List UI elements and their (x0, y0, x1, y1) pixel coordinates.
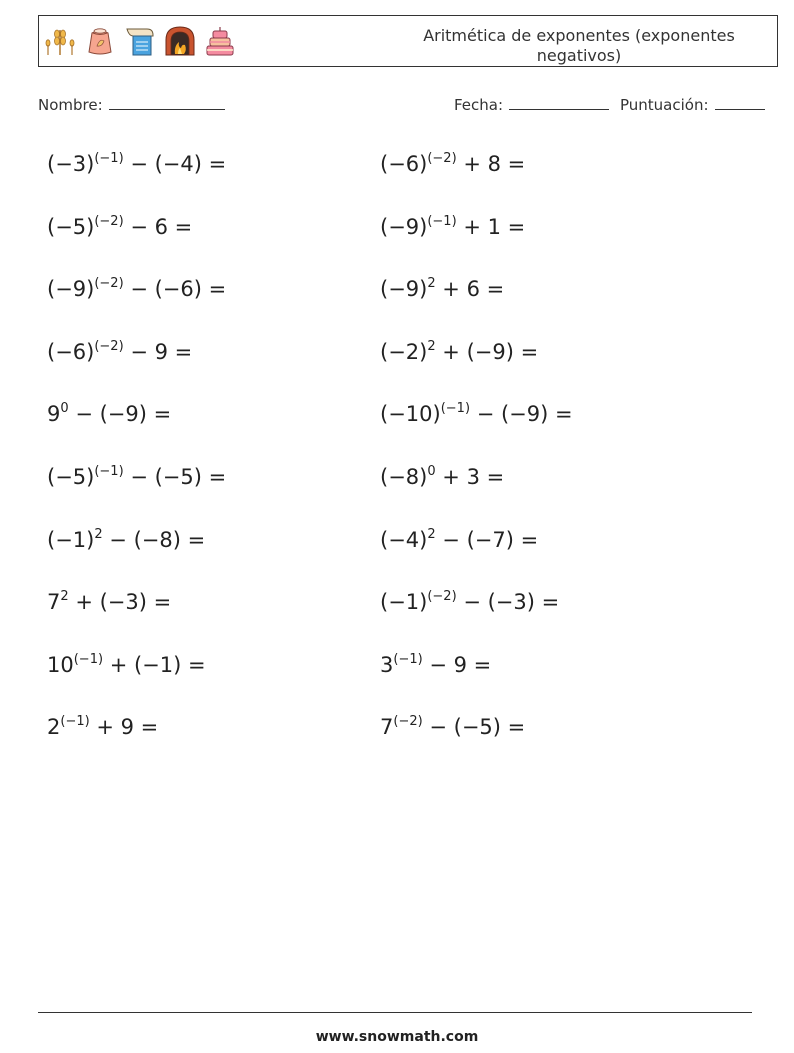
exercise-base: (−5) (47, 214, 95, 239)
exercise-item (47, 275, 226, 303)
exercise-rest: + 8 = (456, 152, 526, 176)
exercise-rest: + (−3) = (68, 590, 172, 615)
exercise-base: (−2) (380, 339, 428, 364)
exercise-item (47, 213, 192, 241)
exercise-base: (−9) (380, 214, 428, 239)
exercise-item (47, 400, 171, 428)
exercise-item (380, 713, 525, 741)
worksheet-title: Aritmética de exponentes (exponentes negativos) (423, 26, 735, 65)
exercise-item (47, 713, 158, 741)
exercise-exponent: (−1) (60, 714, 90, 730)
exercise-base: (−3) (47, 152, 95, 176)
exercise-exponent: (−2) (427, 589, 457, 605)
exercise-rest: − (−9) = (470, 402, 573, 427)
exercise-base: 7 (380, 715, 394, 740)
exercise-rest: − (−6) = (123, 277, 227, 302)
score-blank[interactable] (715, 95, 765, 110)
exercise-exponent: 2 (427, 276, 436, 292)
footer-url: www.snowmath.com (315, 1029, 479, 1045)
name-label: Nombre: (38, 96, 103, 114)
exercise-base: 7 (47, 590, 61, 615)
exercise-rest: + 6 = (435, 277, 505, 302)
exercise-item (380, 338, 538, 366)
exercise-exponent: (−1) (73, 651, 104, 667)
exercise-item (380, 463, 504, 491)
exercise-exponent: (−1) (393, 651, 423, 667)
exercise-exponent: 2 (427, 526, 436, 542)
exercise-base: (−6) (380, 152, 428, 176)
exercise-base: (−1) (380, 590, 428, 615)
exercise-exponent: (−2) (427, 151, 457, 166)
exercise-exponent: (−2) (94, 276, 124, 292)
exercise-rest: − (−8) = (102, 527, 206, 552)
exercise-base: (−8) (380, 465, 428, 489)
name-field (38, 95, 225, 114)
exercise-item (47, 526, 205, 554)
exercise-rest: − (−5) = (123, 465, 227, 489)
exercise-base: (−10) (380, 402, 441, 427)
exercise-rest: − 6 = (123, 214, 193, 239)
exercise-rest: − 9 = (123, 339, 193, 364)
exercise-base: 3 (380, 652, 394, 677)
exercise-item (380, 275, 504, 303)
date-field (454, 95, 609, 114)
exercise-item (47, 651, 206, 679)
exercise-rest: − (−4) = (123, 152, 227, 176)
exercise-base: (−9) (47, 277, 95, 302)
exercise-item (380, 588, 559, 616)
exercise-rest: + 3 = (435, 465, 505, 489)
exercise-exponent: (−2) (393, 714, 423, 730)
exercise-rest: − 9 = (422, 652, 492, 677)
exercise-base: 10 (47, 652, 74, 677)
date-blank[interactable] (509, 95, 609, 110)
date-label: Fecha: (454, 96, 504, 114)
exercise-item (380, 400, 573, 428)
exercise-item (380, 651, 491, 679)
exercise-rest: + (−1) = (103, 652, 206, 677)
exercise-exponent: 2 (94, 526, 103, 542)
oven-icon (163, 24, 197, 58)
cake-icon (203, 24, 237, 58)
exercise-rest: − (−5) = (422, 715, 526, 740)
exercise-exponent: (−1) (94, 464, 124, 479)
exercise-base: 2 (47, 715, 61, 740)
exercise-rest: + 1 = (456, 214, 526, 239)
exercise-rest: − (−3) = (456, 590, 560, 615)
exercise-base: 9 (47, 402, 61, 427)
exercise-item (47, 463, 226, 491)
exercise-exponent: 2 (60, 589, 69, 605)
score-field (620, 95, 765, 114)
exercise-base: (−1) (47, 527, 95, 552)
footer-divider (38, 1012, 752, 1013)
exercise-exponent: (−1) (440, 401, 471, 417)
exercise-item (380, 526, 538, 554)
exercise-item (47, 338, 192, 366)
exercise-exponent: 2 (427, 338, 436, 354)
exercise-rest: − (−9) = (68, 402, 172, 427)
exercise-base: (−6) (47, 339, 95, 364)
exercise-exponent: 0 (60, 401, 69, 417)
wheat-icon (43, 24, 77, 58)
sugar-bag-icon (123, 24, 157, 58)
exercise-rest: + 9 = (89, 715, 159, 740)
exercise-exponent: (−2) (94, 213, 124, 229)
exercise-item (380, 150, 525, 178)
exercise-exponent: 0 (427, 464, 436, 479)
exercise-item (380, 213, 525, 241)
exercise-base: (−9) (380, 277, 428, 302)
exercise-item (47, 588, 171, 616)
exercise-item (47, 150, 226, 178)
exercise-base: (−5) (47, 465, 95, 489)
exercise-rest: + (−9) = (435, 339, 539, 364)
exercise-exponent: (−1) (94, 151, 124, 166)
score-label: Puntuación: (620, 96, 709, 114)
header-icons (43, 24, 237, 58)
exercise-base: (−4) (380, 527, 428, 552)
exercise-exponent: (−1) (427, 213, 457, 229)
flour-sack-icon (83, 24, 117, 58)
exercise-rest: − (−7) = (435, 527, 539, 552)
worksheet-header (38, 15, 778, 67)
name-blank[interactable] (109, 95, 225, 110)
exercise-exponent: (−2) (94, 338, 124, 354)
